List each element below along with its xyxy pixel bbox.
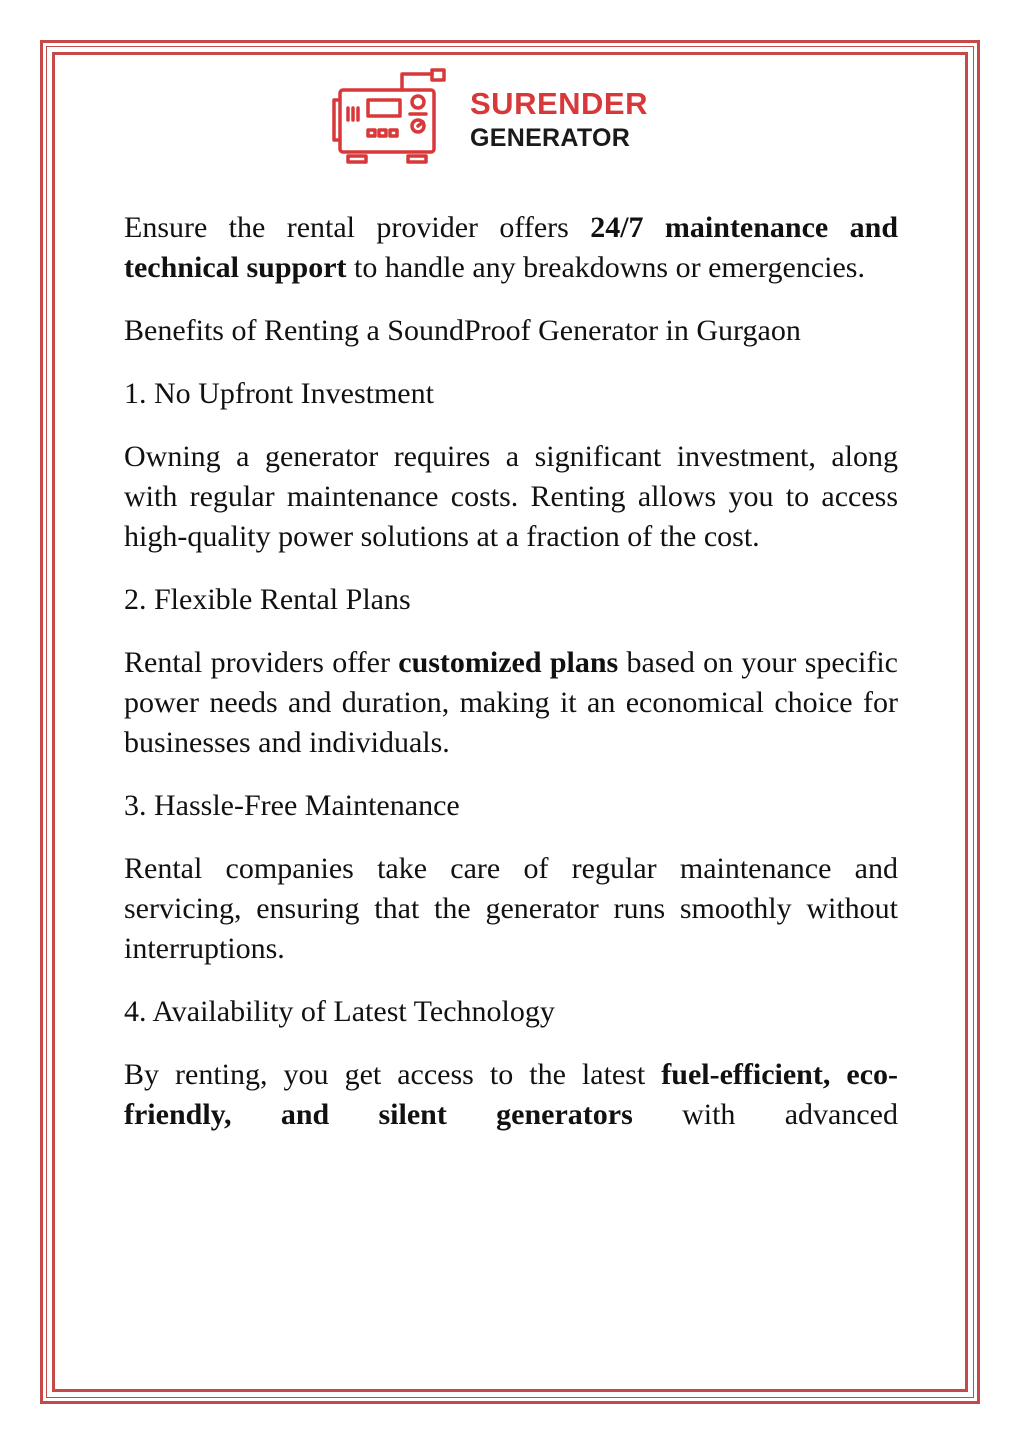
document-body [124,208,898,1158]
brand-logo [332,68,692,168]
text: to handle any breakdowns or emergencies. [346,251,865,284]
brand-name-line2: GENERATOR [470,124,631,152]
paragraph-support [124,208,898,288]
paragraph-latest-technology [124,1055,898,1135]
section-title: Benefits of Renting a SoundProof Generator in Gurgaon [124,314,801,347]
text: Ensure the rental provider offers [124,211,591,244]
heading-latest-technology: 4. Availability of Latest Technology [124,995,555,1028]
heading-hassle-free-maintenance: 3. Hassle-Free Maintenance [124,789,460,822]
paragraph-flexible-rental-plans [124,643,898,763]
generator-icon [332,68,452,168]
brand-name-line1: SURENDER [470,86,648,121]
bold-text: customized plans [398,646,619,679]
text: By renting, you get access to the latest [124,1058,662,1091]
text: with advanced [632,1098,898,1131]
bold-text: 24/7 maintenance and technical support [124,211,899,284]
text: Rental providers offer [124,646,399,679]
bold-text: fuel-efficient, eco-friendly, and silent generators [124,1058,898,1131]
heading-flexible-rental-plans: 2. Flexible Rental Plans [124,583,411,616]
paragraph-no-upfront-investment: Owning a generator requires a significant investment, along with regular maintenance costs. Renting allows you to access high-quality power solutions at a fraction of the cost. [124,440,898,553]
text: based on your specific power needs and duration, making it an economical choice for businesses and individuals. [124,646,898,759]
paragraph-hassle-free-maintenance: Rental companies take care of regular maintenance and servicing, ensuring that the generator runs smoothly without interruptions. [124,852,898,965]
heading-no-upfront-investment: 1. No Upfront Investment [124,377,434,410]
